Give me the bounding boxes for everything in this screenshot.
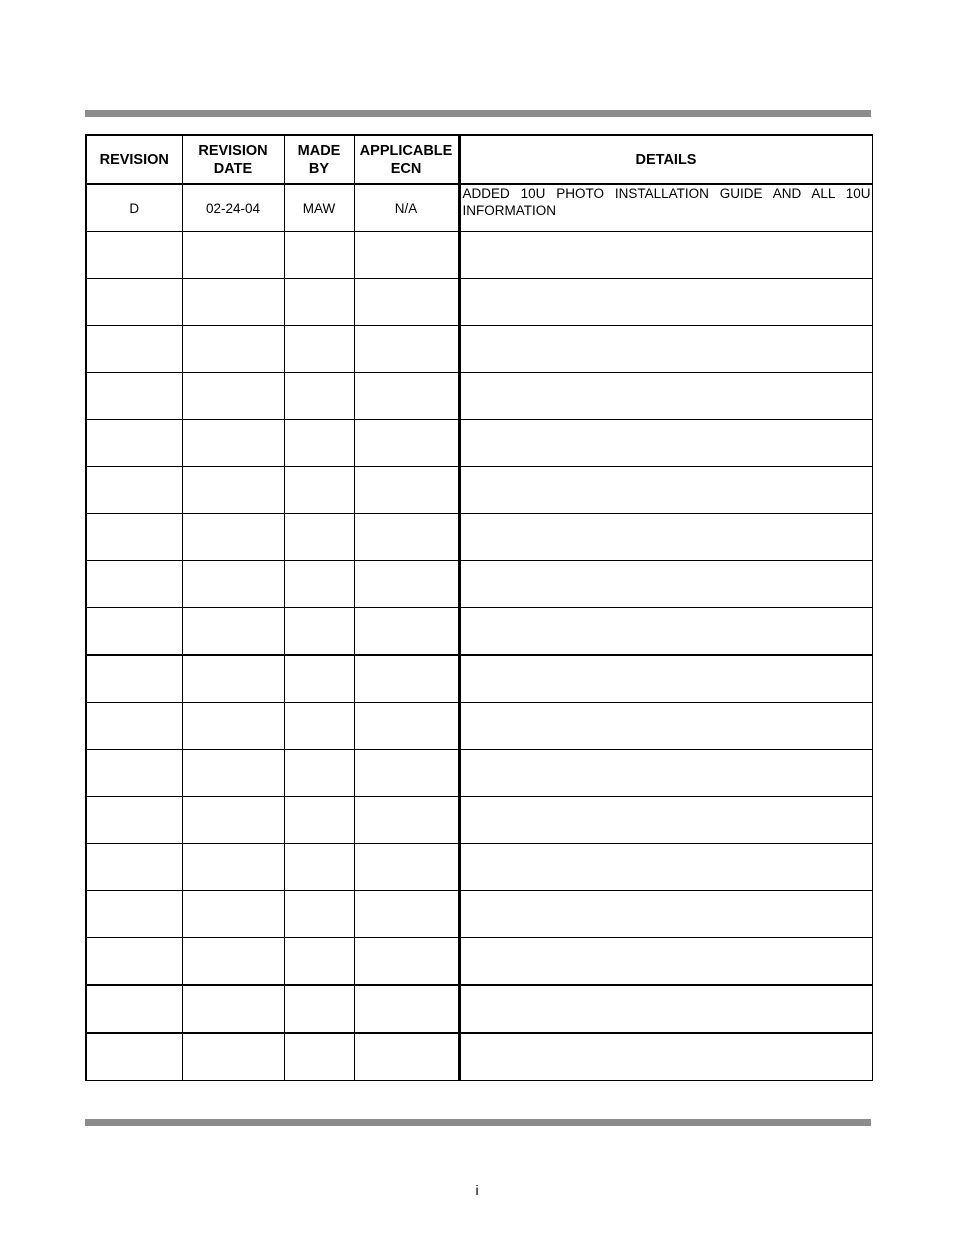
cell-made-by: MAW	[284, 184, 354, 232]
cell-applicable-ecn	[354, 985, 459, 1033]
table-row	[86, 184, 872, 232]
cell-details	[459, 891, 872, 938]
header-revision-date-line2: DATE	[213, 160, 253, 177]
cell-revision	[86, 938, 182, 986]
cell-applicable-ecn	[354, 655, 459, 703]
table-row	[86, 1033, 872, 1081]
header-applicable-ecn-line1: APPLICABLE	[359, 142, 453, 159]
table-row	[86, 750, 872, 797]
revision-history-table	[85, 134, 873, 1081]
cell-revision	[86, 326, 182, 373]
cell-made-by	[284, 844, 354, 891]
cell-made-by	[284, 373, 354, 420]
cell-revision-date	[182, 608, 284, 656]
cell-made-by	[284, 750, 354, 797]
cell-revision	[86, 608, 182, 656]
table-row	[86, 655, 872, 703]
cell-revision-date	[182, 938, 284, 986]
cell-made-by	[284, 703, 354, 750]
cell-made-by	[284, 420, 354, 467]
table-row	[86, 561, 872, 608]
cell-details	[459, 797, 872, 844]
cell-revision	[86, 703, 182, 750]
cell-applicable-ecn	[354, 797, 459, 844]
table-row	[86, 420, 872, 467]
cell-revision	[86, 373, 182, 420]
cell-details	[459, 985, 872, 1033]
cell-revision	[86, 1033, 182, 1081]
header-revision-date	[182, 135, 284, 184]
cell-revision-date	[182, 514, 284, 561]
cell-revision-date: 02-24-04	[182, 184, 284, 232]
table-row	[86, 279, 872, 326]
cell-revision	[86, 279, 182, 326]
header-made-by-line2: BY	[308, 160, 330, 177]
cell-details	[459, 514, 872, 561]
cell-revision-date	[182, 844, 284, 891]
cell-details	[459, 655, 872, 703]
cell-revision: D	[86, 184, 182, 232]
cell-revision-date	[182, 985, 284, 1033]
table-row	[86, 608, 872, 656]
cell-applicable-ecn	[354, 326, 459, 373]
cell-revision	[86, 467, 182, 514]
cell-revision	[86, 891, 182, 938]
cell-revision-date	[182, 373, 284, 420]
cell-applicable-ecn	[354, 750, 459, 797]
cell-applicable-ecn	[354, 561, 459, 608]
cell-made-by	[284, 561, 354, 608]
cell-applicable-ecn	[354, 844, 459, 891]
cell-details	[459, 232, 872, 279]
header-revision: REVISION	[86, 135, 182, 184]
cell-revision	[86, 844, 182, 891]
cell-revision	[86, 232, 182, 279]
cell-revision-date	[182, 420, 284, 467]
cell-made-by	[284, 1033, 354, 1081]
cell-details	[459, 561, 872, 608]
cell-applicable-ecn	[354, 279, 459, 326]
table-row	[86, 938, 872, 986]
cell-applicable-ecn	[354, 1033, 459, 1081]
cell-revision-date	[182, 797, 284, 844]
table-row	[86, 797, 872, 844]
cell-applicable-ecn	[354, 232, 459, 279]
cell-revision-date	[182, 326, 284, 373]
cell-revision	[86, 655, 182, 703]
cell-revision	[86, 561, 182, 608]
cell-applicable-ecn	[354, 373, 459, 420]
cell-revision-date	[182, 467, 284, 514]
cell-made-by	[284, 985, 354, 1033]
bottom-rule	[85, 1119, 871, 1126]
cell-applicable-ecn	[354, 420, 459, 467]
cell-made-by	[284, 279, 354, 326]
page-number: i	[475, 1182, 479, 1198]
cell-made-by	[284, 655, 354, 703]
cell-revision	[86, 750, 182, 797]
header-details: DETAILS	[459, 135, 872, 184]
cell-revision-date	[182, 232, 284, 279]
cell-made-by	[284, 326, 354, 373]
cell-revision-date	[182, 703, 284, 750]
cell-applicable-ecn	[354, 938, 459, 986]
table-row	[86, 373, 872, 420]
cell-made-by	[284, 938, 354, 986]
cell-details	[459, 279, 872, 326]
cell-details	[459, 467, 872, 514]
cell-revision-date	[182, 891, 284, 938]
cell-revision-date	[182, 279, 284, 326]
cell-made-by	[284, 797, 354, 844]
header-made-by	[284, 135, 354, 184]
header-revision-date-line1: REVISION	[198, 142, 268, 159]
cell-revision-date	[182, 1033, 284, 1081]
cell-applicable-ecn	[354, 703, 459, 750]
cell-details	[459, 1033, 872, 1081]
cell-revision	[86, 985, 182, 1033]
cell-details	[459, 750, 872, 797]
table-row	[86, 467, 872, 514]
cell-details	[459, 608, 872, 656]
cell-details	[459, 326, 872, 373]
cell-applicable-ecn: N/A	[354, 184, 459, 232]
cell-details	[459, 420, 872, 467]
cell-revision	[86, 514, 182, 561]
header-applicable-ecn	[354, 135, 459, 184]
cell-made-by	[284, 891, 354, 938]
cell-details	[459, 703, 872, 750]
table-row	[86, 326, 872, 373]
cell-details	[459, 373, 872, 420]
table-row	[86, 891, 872, 938]
header-made-by-line1: MADE	[297, 142, 341, 159]
cell-revision-date	[182, 750, 284, 797]
cell-details	[459, 938, 872, 986]
header-applicable-ecn-line2: ECN	[390, 160, 422, 177]
cell-revision	[86, 420, 182, 467]
table-row	[86, 514, 872, 561]
table-row	[86, 703, 872, 750]
cell-revision	[86, 797, 182, 844]
cell-made-by	[284, 608, 354, 656]
table-row	[86, 844, 872, 891]
cell-revision-date	[182, 561, 284, 608]
cell-made-by	[284, 232, 354, 279]
cell-applicable-ecn	[354, 467, 459, 514]
cell-applicable-ecn	[354, 514, 459, 561]
cell-revision-date	[182, 655, 284, 703]
cell-made-by	[284, 514, 354, 561]
table-header-row	[86, 135, 872, 184]
cell-made-by	[284, 467, 354, 514]
cell-details	[459, 844, 872, 891]
top-rule	[85, 110, 871, 117]
table-row	[86, 985, 872, 1033]
cell-applicable-ecn	[354, 608, 459, 656]
cell-applicable-ecn	[354, 891, 459, 938]
cell-details: ADDED 10U PHOTO INSTALLATION GUIDE AND ALL 10U INFORMATION	[459, 184, 872, 232]
table-row	[86, 232, 872, 279]
